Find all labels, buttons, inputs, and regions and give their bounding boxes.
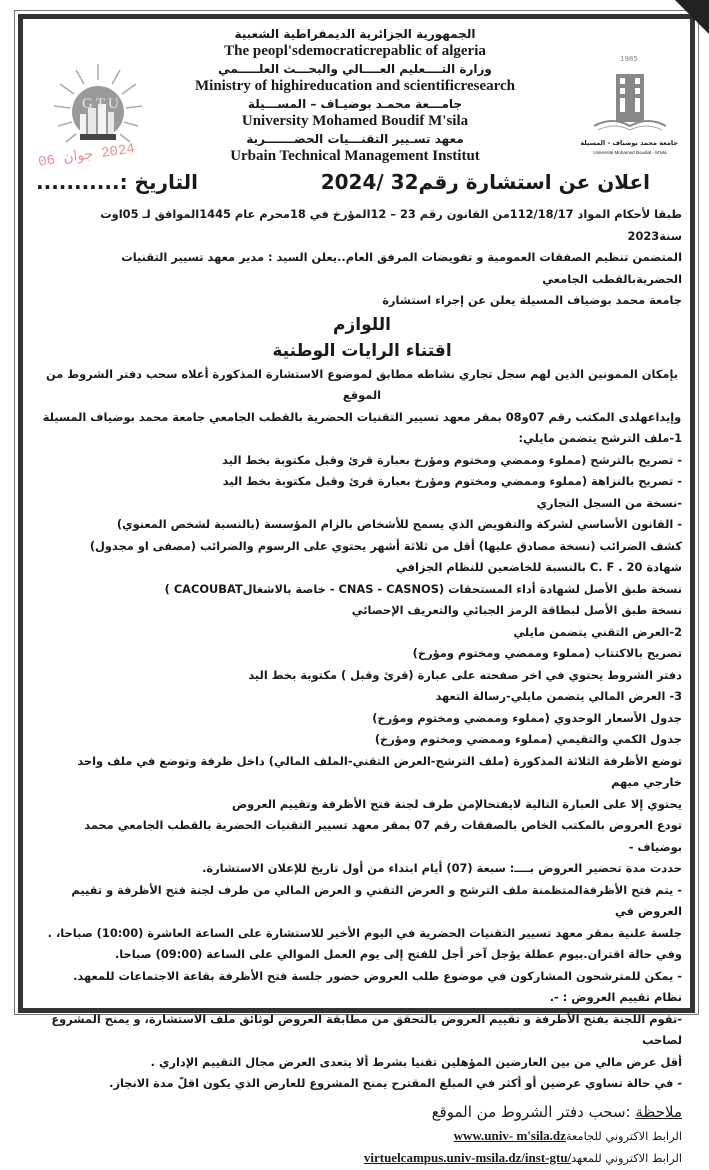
institute-ar: معهد تسـيير التقنـــيات الحضـــــــرية: [246, 132, 464, 146]
note-label: ملاحظة: [635, 1102, 682, 1121]
republic-en: The peopl'sdemocraticrepablic of algeria: [224, 43, 486, 59]
institute-logo-text: GTU: [82, 96, 122, 112]
file1-item: -نسخة من السجل التجاري: [536, 495, 682, 510]
university-link[interactable]: www.univ- m'sila.dz: [453, 1127, 566, 1143]
institute-en: Urbain Technical Management Institut: [230, 148, 480, 164]
ministry-en: Ministry of highireducation and scientificresearch: [195, 78, 515, 94]
institute-link-line: [42, 1147, 682, 1170]
procedure-line: جلسة علنية بمقر معهد تسيير التقنيات الحضرية في اليوم الأخير للاستشارة على الساعة العاشرة (10:00) صباحا، .: [47, 925, 682, 940]
republic-ar: الجمهورية الجزائرية الديمقراطية الشعبية: [234, 27, 476, 41]
procedure-line: - يمكن للمترشحون المشاركون في موضوع طلب العروض حضور جلسة فتح الأظرفة بقاعة الاجتماعات للمعهد.: [73, 968, 682, 983]
university-tower-icon: [590, 64, 670, 136]
file3-item: جدول الأسعار الوحدوي (مملوء وممضي ومختوم ومؤرخ): [372, 710, 682, 725]
intro-line: طبقا لأحكام المواد 112/18/17من القانون رقم 23 – 12المؤرخ في 18محرم عام 1445الموافق لـ 05اوت سنة2023: [100, 207, 682, 243]
procedure-line: نظام تقييم العروض : -.: [549, 990, 682, 1004]
file1-heading: 1-ملف الترشح يتضمن مايلي:: [518, 431, 682, 445]
file2-item: تصريح بالاكتتاب (مملوء وممضي ومختوم ومؤرخ): [412, 646, 682, 660]
file2-heading: 2-العرض التقني يتضمن مايلي: [513, 624, 682, 639]
file1-item: - القانون الأساسي لشركة والتفويض الذي يسمح للأشخاص بالزام المؤسسة (بالنسبة لشخص المعنوي): [116, 517, 682, 531]
intro-line: المتضمن تنظيم الصفقات العمومية و تفويضات المرفق العام..يعلن السيد : مدير معهد تسيير التقنيات الحضريةبالقطب الجامعي: [121, 250, 682, 286]
procedure-line: - في حالة تساوي عرضين أو أكثر في المبلغ المقترح يمنح المشروع للعارض الذي يكون اقلّ مدة الانجاز.: [109, 1076, 682, 1090]
file1-item: كشف الضرائب (نسخة مصادق عليها) أقل من ثلاثة أشهر يحتوي على الرسوم والضرائب (مصفى او مجدول): [89, 538, 682, 553]
university-link-line: [42, 1125, 682, 1148]
date-label: التاريخ :...........: [36, 170, 199, 194]
university-logo-caption-en: Université Mohamed Boudiaf - M'sila: [593, 150, 667, 155]
institute-link[interactable]: virtuelcampus.univ-msila.dz/inst-gtu/: [363, 1150, 572, 1165]
intro-line: جامعة محمد بوضياف المسيلة يعلن عن إجراء استشارة: [382, 293, 682, 307]
note-line: [42, 1099, 682, 1125]
announcement-title: اعلان عن استشارة رقم32 /2024: [320, 170, 650, 194]
file1-item: شهادة C. F . 20 بالنسبة للخاضعين للنظام الجزافي: [396, 560, 682, 574]
eligibility-line: وإيداعهلدى المكتب رقم 07و08 بمقر معهد تسيير التقنيات الحضرية بالقطب الجامعي جامعة محمد بوضياف المسيلة: [42, 409, 682, 424]
file3-item: جدول الكمي والتقيمي (مملوء وممضي ومختوم ومؤرخ): [374, 732, 682, 746]
university-logo-caption-ar: جامعة محمد بوضياف - المسيلة: [580, 139, 678, 147]
procedure-line: تودع العروض بالمكتب الخاص بالصفقات رقم 07 بمقر معهد تسيير التقنيات الحضرية بالقطب الجامعي محمد بوضياف -: [84, 818, 682, 854]
document-body: [42, 204, 682, 1170]
subject-heading: اقتناء الرايات الوطنية: [272, 340, 452, 361]
date-stamp: 2024 جوان 06: [37, 141, 136, 171]
file3-heading: 3- العرض المالي يتضمن مايلي-رسالة التعهد: [435, 689, 682, 703]
university-en: University Mohamed Boudif M'sila: [241, 113, 469, 129]
university-logo-year: 1985: [620, 55, 638, 63]
ministry-ar: وزارة التــــعليم العــــالي والبحـــث العلـــــمي: [218, 62, 492, 76]
folded-corner: [675, 0, 709, 34]
procedure-line: أقل عرض مالي من بين العارضين المؤهلين تقنيا بشرط ألا يتعدى العرض مجال التقييم الإداري .: [150, 1054, 682, 1069]
note-text: :سحب دفتر الشروط من الموقع: [431, 1102, 636, 1121]
document-page: [30, 24, 682, 1165]
procedure-line: وفي حالة اقتران.بيوم عطلة يؤجل آخر أجل للفتح إلى يوم العمل الموالي على الساعة (09:00) صباحا.: [114, 947, 682, 961]
file1-item: - تصريح بالترشح (مملوء وممضي ومختوم ومؤرخ بعبارة قرئ وقبل مكتوبة بخط اليد: [222, 452, 682, 467]
procedure-line: - يتم فتح الأظرفةالمتظمنة ملف الترشح و العرض التقني و العرض المالي من طرف لجنة فتح الأظرفة و تقييم العروض في: [71, 882, 682, 918]
section-heading: اللوازم: [333, 314, 391, 335]
procedure-line: يحتوي إلا على العبارة التالية لايفتحالإمن طرف لجنة فتح الأظرفة وتقييم العروض: [231, 796, 682, 811]
university-logo: [580, 54, 678, 164]
procedure-line: حددت مدة تحضير العروض بــــ: سبعة (07) أيام ابتداء من أول تاريخ للإعلان الاستشارة.: [202, 861, 682, 875]
university-link-label: الرابط الاكتروني للجامعة: [565, 1128, 682, 1143]
file1-item: نسخة طبق الأصل لبطاقة الرمز الجبائي والتعريف الإحصائي: [351, 603, 682, 617]
file1-item: نسخة طبق الأصل لشهادة أداء المستحقات (CNAS - CASNOS - خاصة بالاشغالCACOUBAT ): [164, 581, 682, 596]
institute-link-label: الرابط الاكتروني للمعهد: [571, 1151, 682, 1165]
procedure-line: توضع الأظرفة الثلاثة المذكورة (ملف الترشح-العرض التقني-الملف المالي) داخل ظرفة وتوضع في ملف واحد خارجي مبهم: [77, 753, 682, 789]
procedure-line: -تقوم اللجنة بفتح الأظرفة و تقييم العروض بالتحقق من مطابقة العروض لوثائق ملف الاستشارة، و يمنح المشروع لصاحب: [51, 1011, 682, 1047]
file1-item: - تصريح بالنزاهة (مملوء وممضي ومختوم ومؤرخ بعبارة قرئ وقبل مكتوبة بخط اليد: [222, 474, 682, 488]
university-ar: جامـــعة محمـد بوضيـاف – المســـيلة: [247, 97, 463, 111]
file2-item: دفتر الشروط يحتوي في اخر صفحته على عبارة (قرئ وقبل ) مكتوبة بخط اليد: [248, 667, 682, 682]
eligibility-line: بإمكان الممونين الذين لهم سجل تجاري نشاطه مطابق لموضوع الاستشارة المذكورة أعلاه سحب دفتر الشروط من الموقع: [45, 366, 679, 402]
institute-logo: [52, 62, 144, 154]
